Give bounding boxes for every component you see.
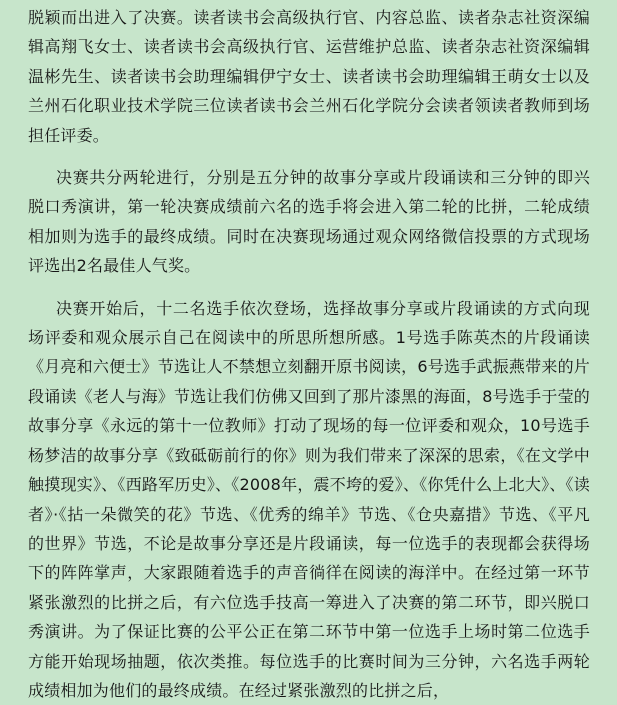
document-body: [28, 3, 590, 705]
paragraph-contest-recap: 决赛开始后，十二名选手依次登场，选择故事分享或片段诵读的方式向现场评委和观众展示自己在阅读中的所思所想所感。1号选手陈英杰的片段诵读《月亮和六便士》节选让人不禁想立刻翻开原书阅读，6号选手武振燕带来的片段诵读《老人与海》节选让我们仿佛又回到了那片漆黑的海面，8号选手于莹的故事分享《永远的第十一位教师》打动了现场的每一位评委和观众，10号选手杨梦洁的故事分享《致砥砺前行的你》则为我们带来了深深的思索，《在文学中触摸现实》、《西路军历史》、《2008年，震不垮的爱》、《你凭什么上北大》、《读者》·《拈一朵微笑的花》节选、《优秀的绵羊》节选、《仓央嘉措》节选、《平凡的世界》节选，不论是故事分享还是片段诵读，每一位选手的表现都会获得场下的阵阵掌声，大家跟随着选手的声音徜徉在阅读的海洋中。在经过第一环节紧张激烈的比拼之后，有六位选手技高一筹进入了决赛的第二环节，即兴脱口秀演讲。为了保证比赛的公平公正在第二环节中第一位选手上场时第二位选手方能开始现场抽题，依次类推。每位选手的比赛时间为三分钟，六名选手两轮成绩相加为他们的最终成绩。在经过紧张激烈的比拼之后，: [28, 298, 590, 700]
paragraph-judges: 脱颖而出进入了决赛。读者读书会高级执行官、内容总监、读者杂志社资深编辑高翔飞女士、读者读书会高级执行官、运营维护总监、读者杂志社资深编辑温彬先生、读者读书会助理编辑伊宁女士、读者读书会助理编辑王萌女士以及兰州石化职业技术学院三位读者读书会兰州石化学院分会读者领读者教师到场担任评委。: [28, 8, 590, 145]
paragraph-rules: 决赛共分两轮进行，分别是五分钟的故事分享或片段诵读和三分钟的即兴脱口秀演讲，第一轮决赛成绩前六名的选手将会进入第二轮的比拼，二轮成绩相加则为选手的最终成绩。同时在决赛现场通过观众网络微信投票的方式现场评选出2名最佳人气奖。: [28, 168, 590, 276]
